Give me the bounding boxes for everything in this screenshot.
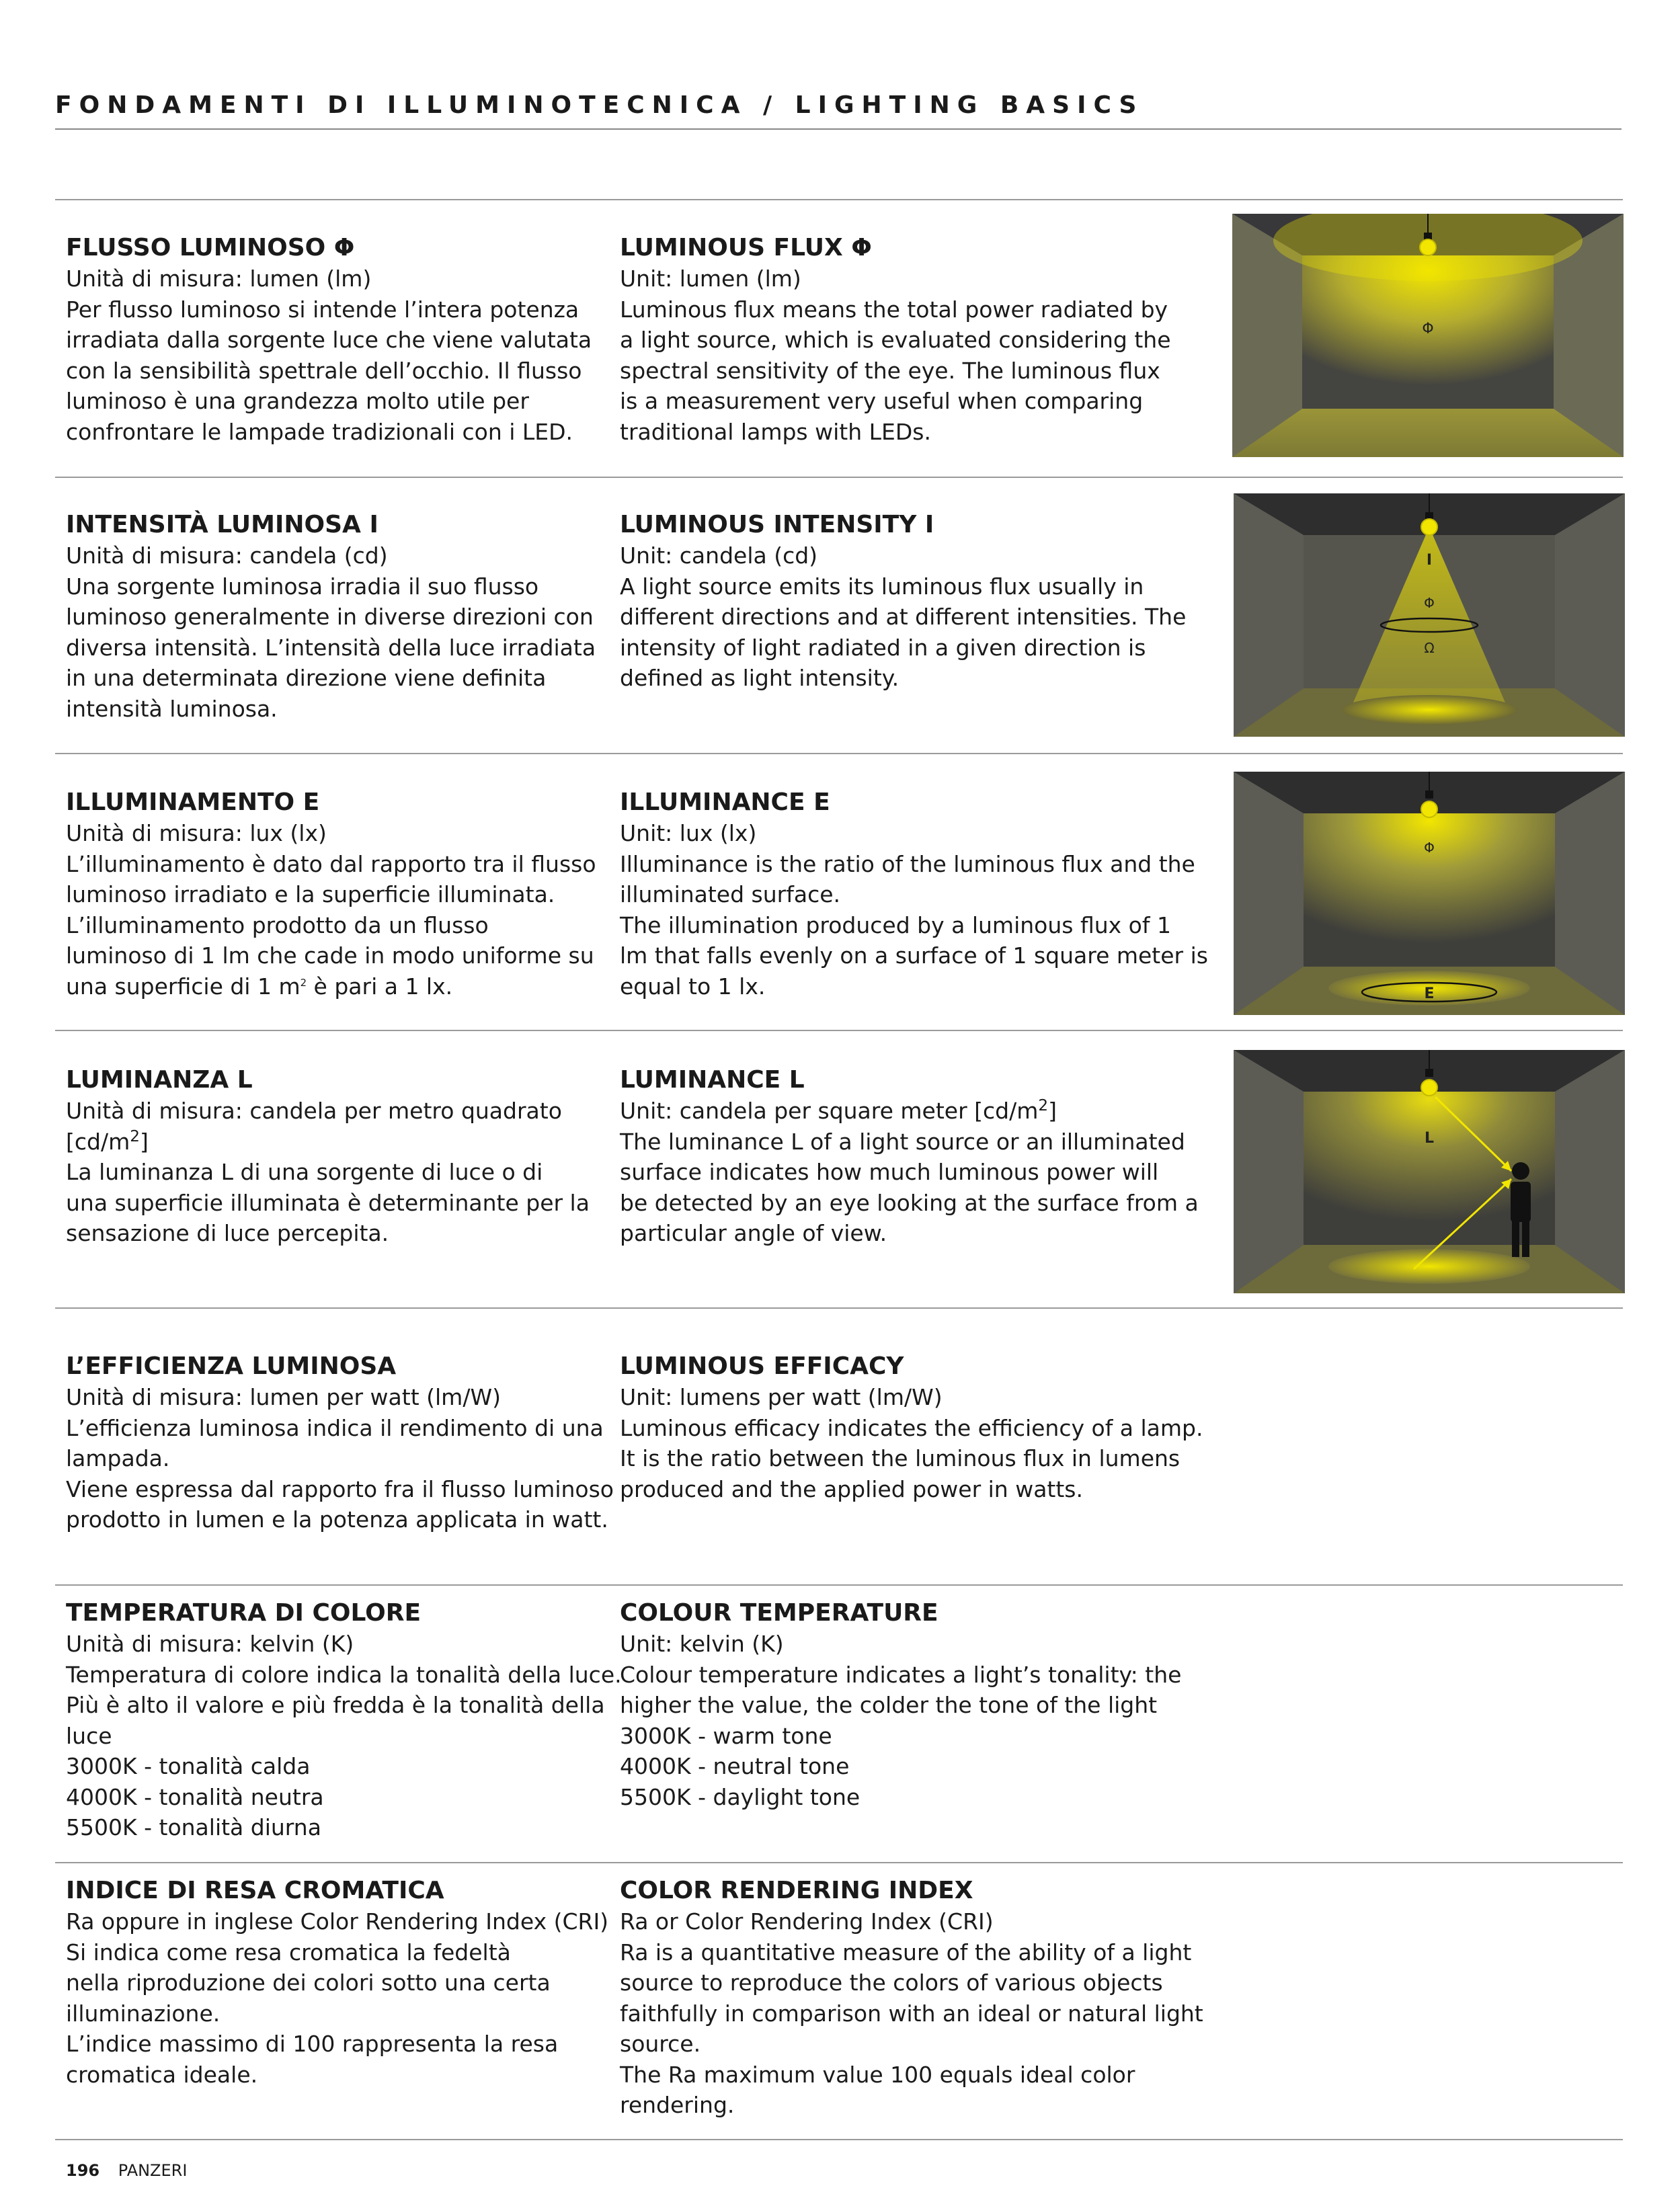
text-line: Viene espressa dal rapporto fra il flusso luminoso xyxy=(66,1475,614,1502)
text-line xyxy=(66,971,604,1002)
text-line: produced and the applied power in watts. xyxy=(620,1475,1083,1502)
section-title: LUMINOUS EFFICACY xyxy=(620,1352,904,1380)
section-title: LUMINANZA L xyxy=(66,1066,253,1094)
text-line: Luminous flux means the total power radiated by xyxy=(620,296,1168,323)
section-divider xyxy=(55,199,1623,200)
text-line: be detected by an eye looking at the surface from a xyxy=(620,1189,1199,1216)
text-line: Ra oppure in inglese Color Rendering Index (CRI) xyxy=(66,1908,609,1935)
text-line: 3000K - warm tone xyxy=(620,1722,832,1749)
section-divider xyxy=(55,1307,1623,1309)
text-line: source to reproduce the colors of various objects xyxy=(620,1970,1163,1996)
section-title: ILLUMINAMENTO E xyxy=(66,788,320,816)
text-line: luce xyxy=(66,1722,112,1749)
luminous-intensity-illustration xyxy=(1234,493,1625,737)
text-line: The Ra maximum value 100 equals ideal color xyxy=(620,2061,1135,2088)
text-line: 5500K - daylight tone xyxy=(620,1783,861,1810)
section-color-rendering-index-it xyxy=(66,1875,609,2090)
section-divider xyxy=(55,1862,1623,1863)
text-fragment: Unit: candela per square meter [cd/m xyxy=(620,1098,1039,1124)
page-number: 196 xyxy=(66,2161,100,2180)
text-line: Unit: kelvin (K) xyxy=(620,1631,784,1657)
figure-label: Φ xyxy=(1424,595,1435,611)
section-colour-temperature-en xyxy=(620,1598,1182,1812)
section-luminous-intensity-en xyxy=(620,510,1187,694)
section-illuminance-it xyxy=(66,787,604,1002)
text-line: traditional lamps with LEDs. xyxy=(620,418,931,445)
section-title: COLOR RENDERING INDEX xyxy=(620,1877,973,1904)
section-title: LUMINANCE L xyxy=(620,1066,805,1094)
text-line: luminoso di 1 lm che cade in modo uniforme su xyxy=(66,942,594,969)
text-line: Per flusso luminoso si intende l’intera potenza xyxy=(66,296,579,323)
text-line: different directions and at different intensities. The xyxy=(620,604,1187,630)
section-title: LUMINOUS FLUX Φ xyxy=(620,234,872,261)
text-line: diversa intensità. L’intensità della luce irradiata xyxy=(66,634,596,661)
text-line: Una sorgente luminosa irradia il suo flusso xyxy=(66,573,539,600)
section-title: FLUSSO LUMINOSO Φ xyxy=(66,234,355,261)
text-line: Unità di misura: candela (cd) xyxy=(66,542,388,569)
text-line: A light source emits its luminous flux usually in xyxy=(620,573,1144,600)
text-line: con la sensibilità spettrale dell’occhio. Il flusso xyxy=(66,357,582,384)
section-title: L’EFFICIENZA LUMINOSA xyxy=(66,1352,397,1380)
text-line: Unità di misura: lux (lx) xyxy=(66,820,327,846)
text-fragment: [cd/m xyxy=(66,1128,130,1155)
text-fragment: ] xyxy=(139,1128,149,1155)
text-line: luminoso è una grandezza molto utile per xyxy=(66,388,529,414)
superscript: 2 xyxy=(130,1127,140,1145)
text-line: spectral sensitivity of the eye. The luminous flux xyxy=(620,357,1160,384)
text-line xyxy=(66,1127,604,1158)
text-line: Illuminance is the ratio of the luminous flux and the xyxy=(620,850,1195,877)
text-line: Ra is a quantitative measure of the ability of a light xyxy=(620,1939,1192,1965)
section-divider xyxy=(55,753,1623,754)
text-line: faithfully in comparison with an ideal or natural light xyxy=(620,2000,1203,2027)
text-line: Unità di misura: candela per metro quadrato xyxy=(66,1098,562,1124)
section-color-rendering-index-en xyxy=(620,1875,1203,2121)
text-line: L’efficienza luminosa indica il rendimento di una xyxy=(66,1414,604,1441)
text-line: Unit: lumens per watt (lm/W) xyxy=(620,1384,943,1410)
text-line: Luminous efficacy indicates the efficiency of a lamp. xyxy=(620,1414,1203,1441)
text-line: rendering. xyxy=(620,2092,735,2118)
text-line: 4000K - tonalità neutra xyxy=(66,1783,324,1810)
text-line: Si indica come resa cromatica la fedeltà xyxy=(66,1939,511,1965)
text-line: is a measurement very useful when comparing xyxy=(620,388,1144,414)
text-line: intensity of light radiated in a given direction is xyxy=(620,634,1146,661)
text-fragment: una superficie di 1 m xyxy=(66,973,301,1000)
text-line: luminoso generalmente in diverse direzioni con xyxy=(66,604,594,630)
text-line xyxy=(620,1096,1158,1127)
section-luminous-efficacy-it xyxy=(66,1351,614,1535)
text-line: Unit: candela (cd) xyxy=(620,542,818,569)
text-line: nella riproduzione dei colori sotto una certa xyxy=(66,1970,551,1996)
text-line: una superficie illuminata è determinante per la xyxy=(66,1189,590,1216)
text-line: cromatica ideale. xyxy=(66,2061,258,2088)
section-divider xyxy=(55,477,1623,478)
section-luminance-en xyxy=(620,1065,1199,1249)
figure-label: I xyxy=(1426,552,1433,569)
section-luminous-efficacy-en xyxy=(620,1351,1203,1504)
page-footer xyxy=(66,2161,187,2180)
text-line: Più è alto il valore e più fredda è la tonalità della xyxy=(66,1692,605,1718)
text-line: L’indice massimo di 100 rappresenta la resa xyxy=(66,2031,559,2057)
text-line: Unit: lumen (lm) xyxy=(620,266,801,292)
text-line: irradiata dalla sorgente luce che viene valutata xyxy=(66,327,592,353)
illuminance-illustration xyxy=(1234,772,1625,1015)
text-line: 4000K - neutral tone xyxy=(620,1753,850,1779)
text-line: source. xyxy=(620,2031,701,2057)
text-fragment: è pari a 1 lx. xyxy=(307,973,453,1000)
text-line: Unità di misura: lumen (lm) xyxy=(66,266,372,292)
section-title: INDICE DI RESA CROMATICA xyxy=(66,1877,444,1904)
figure-label: E xyxy=(1424,985,1435,1002)
section-title: INTENSITÀ LUMINOSA I xyxy=(66,511,378,538)
section-luminance-it xyxy=(66,1065,604,1249)
section-colour-temperature-it xyxy=(66,1598,622,1843)
text-line: prodotto in lumen e la potenza applicata in watt. xyxy=(66,1506,608,1533)
text-line: a light source, which is evaluated considering the xyxy=(620,327,1171,353)
text-line: equal to 1 lx. xyxy=(620,973,766,1000)
text-line: Temperatura di colore indica la tonalità della luce. xyxy=(66,1661,622,1688)
text-line: Colour temperature indicates a light’s tonality: the xyxy=(620,1661,1182,1688)
text-line: Unità di misura: lumen per watt (lm/W) xyxy=(66,1384,501,1410)
figure-label: Ω xyxy=(1424,640,1435,656)
section-title: LUMINOUS INTENSITY I xyxy=(620,511,934,538)
text-line: sensazione di luce percepita. xyxy=(66,1220,389,1246)
text-line: It is the ratio between the luminous flux in lumens xyxy=(620,1445,1181,1471)
text-line: L’illuminamento prodotto da un flusso xyxy=(66,911,489,938)
figure-label: Φ xyxy=(1422,321,1434,337)
text-line: higher the value, the colder the tone of the light xyxy=(620,1692,1158,1718)
text-line: Ra or Color Rendering Index (CRI) xyxy=(620,1908,994,1935)
figure-label: L xyxy=(1424,1130,1435,1147)
brand-name: PANZERI xyxy=(118,2161,188,2180)
figure-label: Φ xyxy=(1424,840,1435,856)
page-header: FONDAMENTI DI ILLUMINOTECNICA / LIGHTING BASICS xyxy=(55,91,1144,119)
text-line: intensità luminosa. xyxy=(66,695,278,722)
section-divider xyxy=(55,1584,1623,1586)
text-line: lampada. xyxy=(66,1445,170,1471)
header-divider xyxy=(55,128,1622,130)
text-line: defined as light intensity. xyxy=(620,665,899,691)
text-fragment: ] xyxy=(1048,1098,1057,1124)
luminous-flux-illustration xyxy=(1232,214,1624,457)
section-luminous-flux-en xyxy=(620,233,1171,447)
section-title: COLOUR TEMPERATURE xyxy=(620,1599,938,1627)
text-line: Unit: lux (lx) xyxy=(620,820,757,846)
text-line: illuminazione. xyxy=(66,2000,221,2027)
text-line: 3000K - tonalità calda xyxy=(66,1753,311,1779)
section-divider xyxy=(55,2139,1623,2140)
text-line: particular angle of view. xyxy=(620,1220,887,1246)
section-title: TEMPERATURA DI COLORE xyxy=(66,1599,422,1627)
superscript: 2 xyxy=(1038,1097,1049,1114)
text-line: in una determinata direzione viene definita xyxy=(66,665,547,691)
text-line: confrontare le lampade tradizionali con i LED. xyxy=(66,418,573,445)
section-title: ILLUMINANCE E xyxy=(620,788,830,816)
text-line: Unità di misura: kelvin (K) xyxy=(66,1631,354,1657)
text-line: surface indicates how much luminous power will xyxy=(620,1159,1159,1185)
text-line: La luminanza L di una sorgente di luce o di xyxy=(66,1159,543,1185)
section-illuminance-en xyxy=(620,787,1208,1002)
text-line: lm that falls evenly on a surface of 1 square meter is xyxy=(620,942,1208,969)
luminance-illustration xyxy=(1234,1050,1625,1293)
text-line: The illumination produced by a luminous flux of 1 xyxy=(620,911,1171,938)
superscript: 2 xyxy=(300,976,307,989)
text-line: 5500K - tonalità diurna xyxy=(66,1814,321,1840)
text-line: L’illuminamento è dato dal rapporto tra il flusso xyxy=(66,850,596,877)
section-luminous-intensity-it xyxy=(66,510,604,724)
text-line: illuminated surface. xyxy=(620,881,841,907)
section-divider xyxy=(55,1030,1623,1031)
section-luminous-flux-it xyxy=(66,233,604,447)
text-line: luminoso irradiato e la superficie illuminata. xyxy=(66,881,555,907)
text-line: The luminance L of a light source or an illuminated xyxy=(620,1128,1185,1155)
